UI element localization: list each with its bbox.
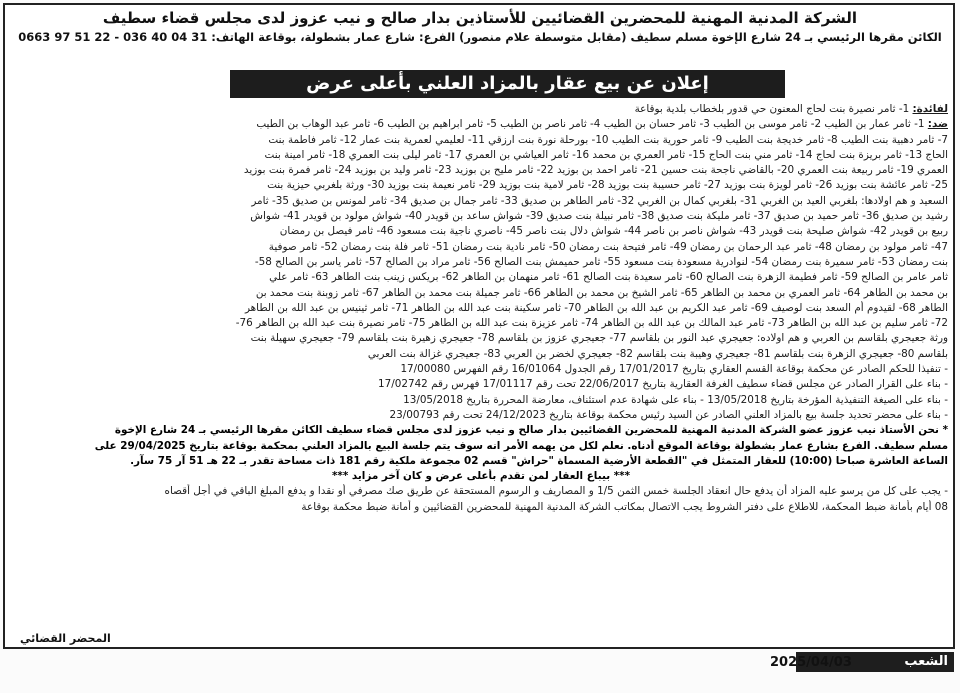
text-line: - بناء على محضر تحديد جلسة بيع بالمزاد العلني الصادر عن السيد رئيس محكمة بوقاعة بتاريخ 24/12/2023 تحت رقم 23/00793 [389, 408, 948, 421]
text-line: - تنفيذا للحكم الصادر عن محكمة بوقاعة القسم العقاري بتاريخ 17/01/2017 رقم الجدول 16/01064 رقم الفهرس 17/00080 [400, 363, 948, 376]
text-line: بنت رمضان 53- ثامر سميرة بنت رمضان 54- لنوادرية مسعودة بنت مسعود 55- ثامر حميمش بنت الصالح 56- ثامر مراد بن الصالح 57- ثامر ياسر بن الصالح 58- [254, 255, 948, 268]
label-prefix: لفائدة: [912, 103, 948, 115]
text-line: ثامر عامر بن الصالح 59- ثامر فطيمة الزهرة بنت الصالح 60- ثامر سعيدة بنت الصالح 61- ثامر منهمان بن الطاهر 62- بريكس زينب بنت الطاهر 63- ثامر علي [269, 271, 948, 284]
text-line: 08 أيام بأمانة ضبط المحكمة، للاطلاع على دفتر الشروط يجب الاتصال بمكاتب الشركة المدنية المهنية للمحضرين القضائيين و أمانة ضبط محكمة بوقاعة [301, 500, 948, 513]
text-line: الساعة العاشرة صباحا (10:00) للعقار المتمثل في "القطعة الأرضية المسماة "حراش" قسم 02 مجموعة ملكية رقم 181 ذات مساحة تقدر بـ 22 هـ 51 آر 75 سآر. [130, 454, 948, 467]
text-line: ورثة جعيجري بلقاسم بن العربي و هم اولاده: جعيجري عبد النور بن بلقاسم 77- جعيجري عزوز بن بلقاسم 78- جعيجري زهيرة بنت بلقاسم 79- جعيجري سهيلة بنت [250, 332, 948, 345]
text-line: العمري 19- ثامر ربيعة بنت العمري 20- بالقاضي ناجحة بنت حسين 21- ثامر احمد بن بوزيد 22- ثامر مليح بن بوزيد 23- ثامر وليد بن بوزيد 24- ثامر فمرة بنت بوزيد [243, 164, 948, 177]
body-lines [14, 102, 948, 423]
text-line: * نحن الأستاذ نيب عزوز عضو الشركة المدنية المهنية للمحضرين القضائيين بدار صالح و نيب عزوز لدى مجلس قضاء سطيف الكائن مقرها الرئيسي بـ 24 شارع الإخوة [114, 424, 948, 437]
text-line: 7- ثامر دهبية بنت الطيب 8- ثامر خديجة بنت الطيب 9- ثامر حورية بنت الطيب 10- بورحلة نورة بنت ارزقي 11- لعليمي لعمرية بنت عمار 12- ثامر فاطمة بنت [268, 133, 948, 146]
announcement-title: إعلان عن بيع عقار بالمزاد العلني بأعلى عرض [230, 70, 785, 98]
text-line: مسلم سطيف. الفرع بشارع عمار بشطولة بوقاعة الموقع أدناه. نعلم لكل من يهمه الأمر انه سوف يتم جلسة البيع بالمزاد العلني بمحكمة بوقاعة بتاريخ 29/04/2025 على [94, 439, 948, 452]
text-line: - بناء على القرار الصادر عن مجلس قضاء سطيف الغرفة العقارية بتاريخ 22/06/2017 تحت رقم 17/01117 فهرس رقم 17/02742 [378, 378, 948, 391]
text-line: - يجب على كل من يرسو عليه المزاد أن يدفع حال انعقاد الجلسة خمس الثمن 1/5 و المصاريف و الرسوم المستحقة عن طريق صك مصرفي أو نقدا و يدفع المبلغ الباقي في أجل أقصاه [164, 485, 948, 498]
text-line: 47- ثامر مولود بن رمضان 48- ثامر عبد الرحمان بن رمضان 49- ثامر فتيحة بنت رمضان 50- ثامر نادية بنت رمضان 51- ثامر فلة بنت رمضان 52- ثامر صوفية [268, 240, 948, 253]
text-line: لفائدة: 1- ثامر نصيرة بنت لحاج المعنون حي قدور بلخطاب بلدية بوقاعة [634, 103, 948, 115]
text-line: بلقاسم 80- جعيجري الزهرة بنت بلقاسم 81- جعيجري وهيبة بنت بلقاسم 82- جعيجري لخضر بن العربي 83- جعيجري غزالة بنت العربي [367, 347, 948, 360]
text-line: ربيع بن قويدر 42- شواش صليحة بنت قويدر 43- شواش ناصر بن ناصر 44- شواش دلال بنت ناصر 45- ناصري ناجية بنت مسعود 46- ثامر فيصل بن رمضان [279, 225, 948, 238]
sale-notice [14, 423, 948, 484]
text-line: *** بيباع العقار لمن تقدم بأعلى عرض و كان آخر مزايد *** [331, 470, 631, 483]
text-line: - بناء على الصيغة التنفيذية المؤرخة بتاريخ 13/05/2018 - بناء على شهادة عدم استئناف، معارضة المحررة بتاريخ 13/05/2018 [403, 393, 948, 406]
payment-notes [14, 484, 948, 515]
text-line: السعيد و هم اولادها: بلغربي العيد بن الغربي 31- بلغربي كمال بن الغربي 32- ثامر الطاهر بن صديق 33- ثامر جمال بن صديق 34- ثامر لمونس بن صديق 35- ثامر [251, 194, 948, 207]
text-line: الطاهر 68- لقيدوم أم السعد بنت لوصيف 69- ثامر عبد الكريم بن عبد الله بن الطاهر 70- ثامر سكينة بنت عبد الله بن الطاهر 71- ثامر ثينيس بن عبد الله بن الطاهر [244, 301, 948, 314]
publication-date: 2025/04/03 [770, 655, 852, 670]
office-address: الكائن مقرها الرئيسي بـ 24 شارع الإخوة مسلم سطيف (مقابل متوسطة علام منصور) الفرع: شارع عمار بشطولة، بوقاعة الهاتف: 31 04 40 036 - 22 51 97 0663 [18, 30, 942, 44]
text-line: ضد: 1- ثامر عمار بن الطيب 2- ثامر موسى بن الطيب 3- ثامر حسان بن الطيب 4- ثامر ناصر بن الطيب 5- ثامر ابراهيم بن الطيب 6- ثامر عبد الوهاب بن الطيب [256, 118, 948, 131]
signature: المحضر القضائي [20, 632, 111, 645]
text-line: بن محمد بن الطاهر 64- ثامر العمري بن محمد بن الطاهر 65- ثامر الشيخ بن محمد بن الطاهر 66- ثامر جميلة بنت محمد بن الطاهر 67- ثامر زوبنة بنت محمد بن [255, 286, 948, 299]
office-header [10, 8, 950, 46]
text-line: الحاج 13- ثامر بريزة بنت لحاج 14- ثامر مني بنت الحاج 15- ثامر العمري بن محمد 16- ثامر العياشي بن العمري 17- ثامر ليلى بنت العمري 18- ثامر امينة بنت [264, 148, 948, 161]
text-line: 25- ثامر عائشة بنت بوزيد 26- ثامر لويزة بنت بوزيد 27- ثامر حسيبة بنت بوزيد 28- ثامر لامية بنت بوزيد 29- ثامر نعيمة بنت بوزيد 30- ورثة بلغربي حيزية بنت [267, 179, 948, 192]
office-name: الشركة المدنية المهنية للمحضرين القضائيين للأستاذين بدار صالح و نيب عزوز لدى مجلس قضاء سطيف [102, 9, 858, 27]
text-line: 72- ثامر سليم بن عبد الله بن الطاهر 73- ثامر عبد المالك بن عبد الله بن الطاهر 74- ثامر عزيزة بنت عبد الله بن الطاهر 75- ثامر نصيرة بنت عبد الله بن الطاهر 76- [235, 317, 948, 330]
label-prefix: ضد: [927, 118, 948, 131]
announcement-body [14, 102, 948, 515]
text-line: رشيد بن صديق 36- ثامر حميد بن صديق 37- ثامر مليكة بنت صديق 38- ثامر نبيلة بنت صديق 39- شواش ساعد بن قويدر 40- شواش مولود بن قويدر 41- شواش [250, 210, 948, 223]
newspaper-name: الشعب [796, 652, 954, 672]
